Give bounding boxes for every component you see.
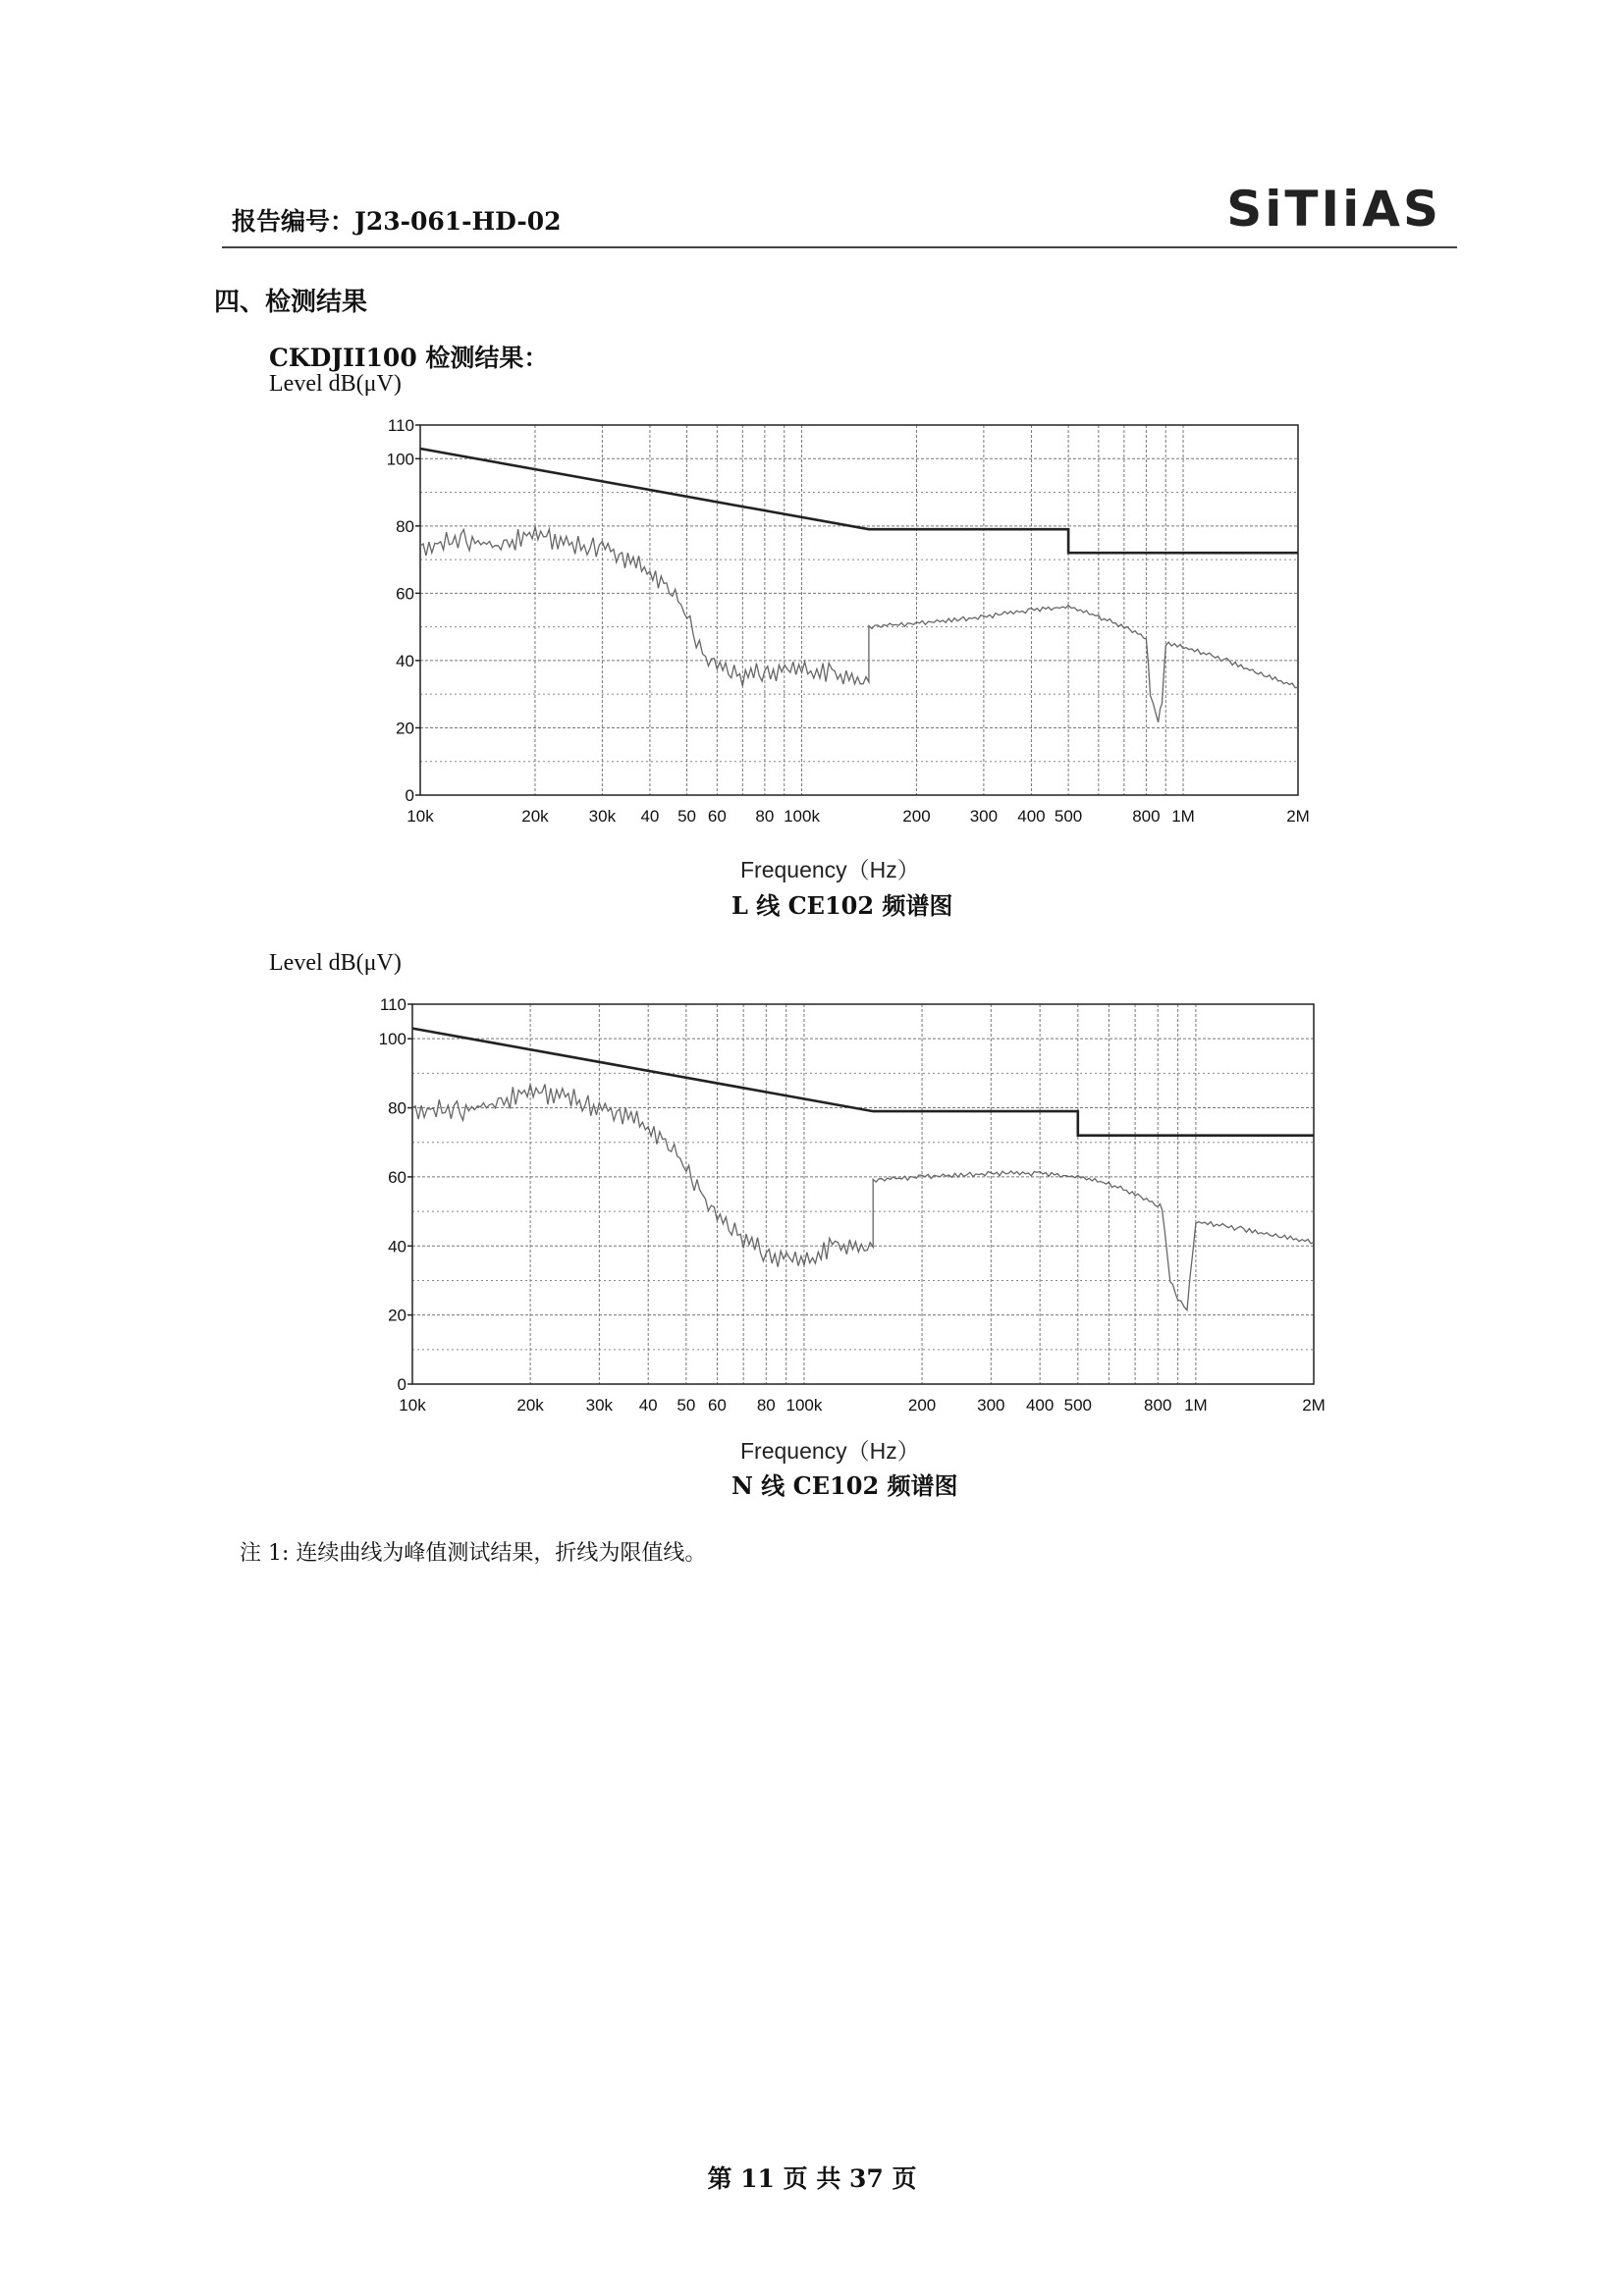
x-tick-label: 50 (677, 807, 697, 826)
x-tick-label: 30k (585, 1396, 614, 1415)
chart2-caption: N 线 CE102 频谱图 (731, 1471, 958, 1500)
y-tick-label: 20 (388, 1306, 406, 1325)
measured-trace (420, 527, 1298, 722)
x-tick-label: 80 (755, 807, 775, 826)
y-tick-label: 60 (396, 584, 414, 604)
x-tick-label: 400 (1025, 1396, 1055, 1415)
y-tick-label: 60 (388, 1167, 406, 1187)
x-tick-label: 200 (902, 807, 931, 826)
note-text: 注 1: 连续曲线为峰值测试结果，折线为限值线。 (240, 1541, 707, 1566)
limit-line (412, 1029, 1314, 1136)
chart1-ylabel: Level dB(μV) (269, 371, 402, 397)
x-tick-label: 50 (677, 1396, 696, 1415)
chart1-caption: L 线 CE102 频谱图 (731, 891, 953, 920)
chart-l-line (0, 0, 1624, 942)
x-tick-label: 400 (1017, 807, 1046, 826)
x-tick-label: 60 (707, 1396, 727, 1415)
x-tick-label: 10k (399, 1396, 426, 1415)
y-tick-label: 110 (387, 416, 414, 435)
y-tick-label: 20 (396, 719, 414, 738)
y-tick-label: 80 (396, 516, 414, 536)
x-tick-label: 30k (588, 807, 617, 826)
y-tick-label: 80 (388, 1098, 406, 1118)
limit-line (420, 449, 1298, 553)
chart-heading: CKDJII100 检测结果： (269, 344, 549, 372)
x-tick-label: 300 (969, 807, 999, 826)
plot-frame (420, 425, 1298, 795)
x-tick-label: 80 (756, 1396, 776, 1415)
y-tick-label: 110 (379, 995, 406, 1014)
chart-n-line (0, 942, 1624, 1492)
x-tick-label: 60 (707, 807, 727, 826)
x-tick-label: 500 (1063, 1396, 1092, 1415)
chart2-ylabel: Level dB(μV) (269, 950, 402, 976)
x-tick-label: 200 (907, 1396, 937, 1415)
x-tick-label: 20k (521, 807, 549, 826)
y-tick-label: 0 (405, 786, 414, 805)
x-tick-label: 100k (785, 1396, 823, 1415)
plot-frame (412, 1004, 1314, 1384)
section-title: 四、检测结果 (214, 288, 368, 317)
x-tick-label: 100k (784, 807, 820, 826)
y-tick-label: 0 (397, 1375, 406, 1394)
chart1-xlabel: Frequency（Hz） (740, 857, 920, 882)
x-tick-label: 800 (1144, 1396, 1172, 1415)
y-tick-label: 100 (378, 1030, 406, 1049)
x-tick-label: 800 (1132, 807, 1161, 826)
x-tick-label: 2M (1286, 807, 1310, 826)
measured-trace (412, 1085, 1314, 1310)
chart2-xlabel: Frequency（Hz） (740, 1438, 920, 1464)
x-tick-label: 500 (1054, 807, 1083, 826)
company-logo: SiTIiAS (1226, 181, 1441, 238)
x-tick-label: 1M (1171, 807, 1195, 826)
y-tick-label: 40 (388, 1237, 406, 1256)
x-tick-label: 40 (640, 807, 660, 826)
x-tick-label: 10k (406, 807, 434, 826)
x-tick-label: 300 (977, 1396, 1005, 1415)
page-footer: 第 11 页 共 37 页 (707, 2164, 917, 2193)
x-tick-label: 20k (516, 1396, 544, 1415)
y-tick-label: 100 (386, 450, 414, 469)
y-tick-label: 40 (396, 651, 414, 670)
x-tick-label: 1M (1184, 1396, 1208, 1415)
x-tick-label: 40 (638, 1396, 658, 1415)
report-number: 报告编号：J23-061-HD-02 (232, 207, 562, 236)
x-tick-label: 2M (1302, 1396, 1326, 1415)
